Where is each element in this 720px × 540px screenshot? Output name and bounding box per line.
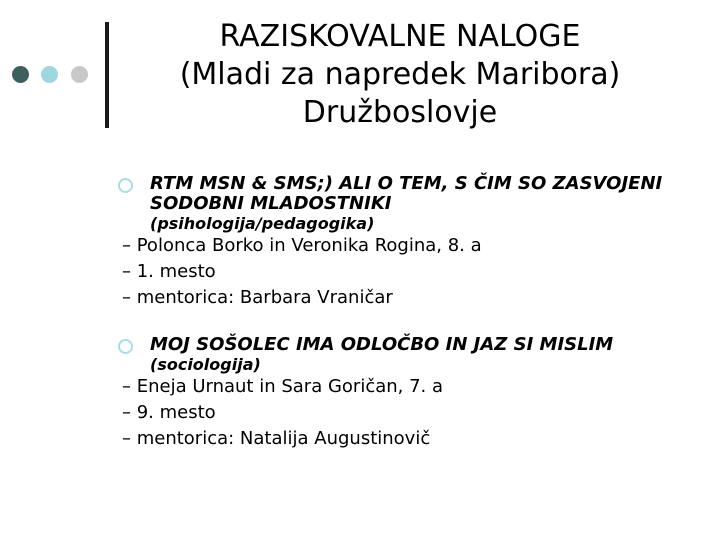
project-heading: MOJ SOŠOLEC IMA ODLOČBO IN JAZ SI MISLIM xyxy=(122,335,682,355)
project-authors: – Polonca Borko in Veronika Rogina, 8. a xyxy=(122,235,482,256)
project-place: – 9. mesto xyxy=(122,402,216,423)
bullet-ring-icon xyxy=(118,178,133,193)
project-mentor: – mentorica: Barbara Vraničar xyxy=(122,287,393,308)
project-authors: – Eneja Urnaut in Sara Goričan, 7. a xyxy=(122,376,444,397)
project-item-2 xyxy=(122,335,682,452)
title-line-1: RAZISKOVALNE NALOGE xyxy=(219,19,581,54)
decor-dot-gray xyxy=(71,66,88,83)
title-line-2: (Mladi za napredek Maribora) xyxy=(179,57,621,92)
bullet-ring-icon xyxy=(118,339,133,354)
decor-dot-dark xyxy=(12,66,29,83)
project-heading: RTM MSN & SMS;) ALI O TEM, S ČIM SO ZASVOJENI SODOBNI MLADOSTNIKI xyxy=(122,174,682,214)
decor-dot-teal xyxy=(41,66,58,83)
project-category: (psihologija/pedagogika) xyxy=(150,214,375,233)
decor-vertical-line xyxy=(105,22,109,128)
project-place: – 1. mesto xyxy=(122,261,216,282)
project-item-1 xyxy=(122,174,682,311)
title-line-3: Družboslovje xyxy=(302,95,498,130)
project-category: (sociologija) xyxy=(150,355,261,374)
project-mentor: – mentorica: Natalija Augustinovič xyxy=(122,428,431,449)
slide-title xyxy=(160,18,640,132)
